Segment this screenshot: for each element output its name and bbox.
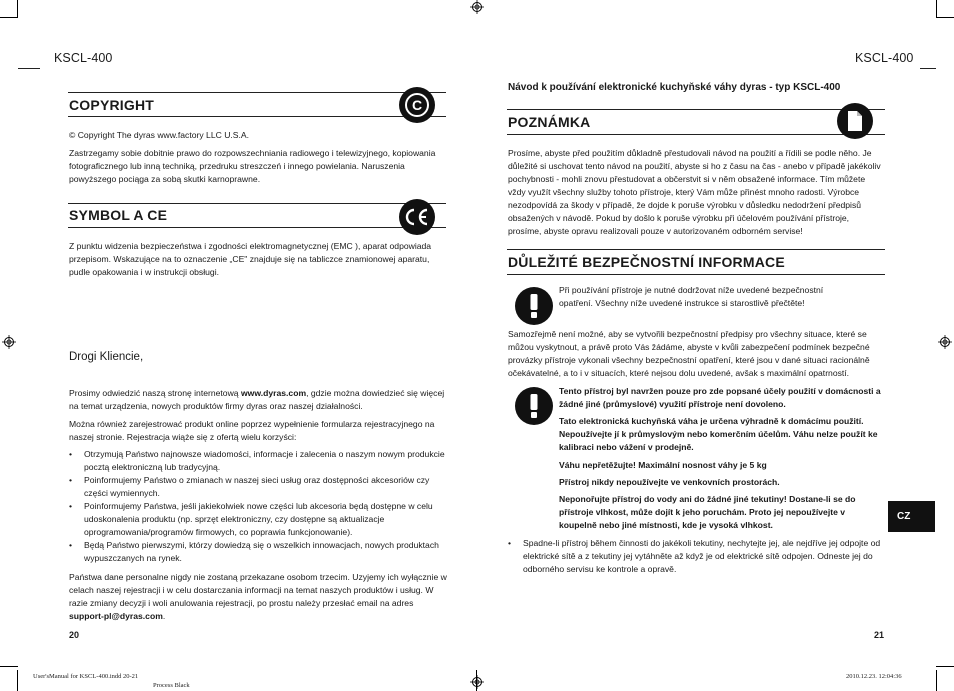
page-number-left: 20: [69, 630, 80, 640]
list-item: • Spadne-li přístroj během činnosti do jakékoli tekutiny, nechytejte jej, ale nejdříve jej odpojte od elektrické sítě a z tekutiny jej vytáhněte až když je od elektrické sítě odpojen. Odneste jej do odborného servisu ke kontrole a opravě.: [508, 537, 883, 576]
safety-warning: Při používání přístroje je nutné dodržovat níže uvedené bezpečnostní opatření. Všechny níže uvedené instrukce si starostlivě přečtěte!: [559, 285, 824, 308]
greeting: Drogi Kliencie,: [69, 351, 144, 363]
benefits-list: [69, 448, 447, 565]
crop-mark: [17, 0, 18, 18]
support-email-link[interactable]: support-pl@dyras.com: [69, 611, 163, 621]
registration-mark-icon: [470, 0, 484, 14]
symbol-rule-top: [68, 203, 446, 204]
language-tab: CZ: [888, 501, 935, 532]
copyright-title: COPYRIGHT: [69, 97, 155, 113]
safety-bold-2: Tato elektronická kuchyňská váha je určena výhradně k domácímu použití. Nepoužívejte jí k průmyslovým nebo komerčním účelům. Váhu nelze použít ke kalibraci nebo vážení v prodejně.: [559, 416, 878, 452]
list-item: • Otrzymują Państwo najnowsze wiadomości, informacje i zalecenia o naszym nowym produkcie pocztą elektroniczną lub tradycyjną.: [69, 448, 447, 474]
crop-mark: [0, 666, 18, 667]
model-header-left: KSCL-400: [54, 51, 113, 65]
privacy-paragraph: [69, 571, 447, 623]
visit-paragraph: [69, 387, 447, 413]
footer-filename: User'sManual for KSCL-400.indd 20-21: [33, 673, 139, 680]
registration-mark-icon: [470, 675, 484, 689]
crop-mark: [936, 0, 937, 18]
header-rule-right: [920, 68, 936, 69]
page-number-right: 21: [874, 630, 885, 640]
safety-rule-bottom: [507, 274, 885, 275]
note-rule-bottom: [507, 134, 885, 135]
registration-mark-icon: [2, 335, 16, 349]
exclamation-icon: [515, 387, 553, 425]
website-link[interactable]: www.dyras.com: [240, 388, 307, 398]
svg-text:C: C: [411, 97, 423, 113]
footer-color: Process Black: [153, 682, 190, 689]
safety-bold-3: Váhu nepřetěžujte! Maximální nosnost váhy je 5 kg: [559, 460, 767, 470]
document-icon: [837, 103, 873, 139]
safety-paragraph: Samozřejmě není možné, aby se vytvořili bezpečnostní předpisy pro všechny situace, které se můžou vyskytnout, a právě proto Vás žádáme, abyste v kvůli zabezpečení podmínek bezpečné provázky přístroje vykonali všechny bezpečnostní opatření, které jsou v dané situaci racionálně očekávatelné, a to i v situacích, které nejsou dolu uvedené, avšak s maximální opatrností.: [508, 329, 870, 378]
crop-mark: [936, 666, 954, 667]
registration-mark-icon: [938, 335, 952, 349]
crop-mark: [0, 17, 18, 18]
register-paragraph: Można również zarejestrować produkt online poprzez wypełnienie formularza rejestracyjnego na naszej stronie. Rejestracja wiąże się z ofertą wielu korzyści:: [69, 419, 435, 442]
note-paragraph: Prosíme, abyste před použitím důkladně přestudovali návod na použití a řídili se podle něho. Je důležité si uschovat tento návod na použití, abyste si ho z času na čas - anebo v případě jakékoliv pochybnosti - mohli znovu přestudovat a občerstvit si v něm obsažené informace. Tím můžete vždy využít všechny služby tohoto přístroje, který Vám může přinést mnoho radosti. Výrobce nezodpovídá za škody v případě, že dojde k poruše výrobku v důsledku nedodržení předpisů obsažených v návodě. Pokud by došlo k poruše výrobku při účelovém používání přístroje, prosíme, abyste opravu realizovali pouze v autorizovaném odborném servise!: [508, 148, 881, 236]
manual-title: Návod k používání elektronické kuchyňské váhy dyras - typ KSCL-400: [508, 82, 841, 93]
safety-bold-5: Neponořujte přístroj do vody ani do žádné jiné tekutiny! Dostane-li se do přístroje vlhkost, může dojít k jeho poruchám. Proto jej nepoužívejte v koupelně nebo jiné místnosti, kde je vysoká vlhkost.: [559, 494, 856, 530]
copyright-rule-top: [68, 92, 446, 93]
exclamation-icon: [515, 287, 553, 325]
visit-text: Prosimy odwiedzić naszą stronę internetową: [69, 388, 241, 398]
symbol-rule-bottom: [68, 227, 446, 228]
list-item: • Poinformujemy Państwa, jeśli jakiekolwiek nowe części lub akcesoria będą dostępne w celu udoskonalenia produktu (np. sprzęt elektroniczny, czy dostępne są aktualizacje oprogramowania/programów firmowych, co poprawia funkcjonowanie).: [69, 500, 447, 539]
privacy-text-end: .: [162, 611, 166, 621]
list-item: • Będą Państwo pierwszymi, którzy dowiedzą się o wszelkich innowacjach, nowych produktach wypuszczanych na rynek.: [69, 539, 447, 565]
ce-paragraph: Z punktu widzenia bezpieczeństwa i zgodności elektromagnetycznej (EMC ), aparat odpowiada przepisom. Wskazujące na to oznaczenie „CE" znajduje się na tabliczce znamionowej aparatu, pudle opakowania i w instrukcji obsługi.: [69, 241, 432, 277]
crop-mark: [936, 670, 937, 691]
safety-bullet-list: [508, 537, 883, 576]
model-header-right: KSCL-400: [855, 51, 914, 65]
list-item: • Poinformujemy Państwo o zmianach w naszej sieci usług oraz dostępności akcesoriów czy części wymiennych.: [69, 474, 447, 500]
safety-bold-4: Přístroj nikdy nepoužívejte ve venkovních prostorách.: [559, 477, 780, 487]
note-title: POZNÁMKA: [508, 114, 591, 130]
ce-mark-icon: [399, 199, 435, 235]
copyright-icon: [399, 87, 435, 123]
safety-title: DŮLEŽITÉ BEZPEČNOSTNÍ INFORMACE: [508, 254, 785, 270]
visit-text-2: , gdzie można dowiedzieć się więcej na temat urządzenia, nowych produktów firmy dyras oraz naszej działalności.: [69, 388, 445, 411]
safety-rule-top: [507, 249, 885, 250]
note-rule-top: [507, 109, 885, 110]
copyright-rule-bottom: [68, 116, 446, 117]
copyright-paragraph: Zastrzegamy sobie dobitnie prawo do rozpowszechniania radiowego i telewizyjnego, kopiowania fotograficznego lub inną techniką, przedruku streszczeń i innego powielania. Naruszenia powyższego pociąga za sobą skutki karnoprawne.: [69, 148, 436, 184]
crop-mark: [17, 670, 18, 691]
copyright-line: © Copyright The dyras www.factory LLC U.S.A.: [69, 130, 250, 140]
symbol-title: SYMBOL A CE: [69, 207, 168, 223]
footer-datetime: 2010.12.23. 12:04:36: [846, 673, 902, 680]
privacy-text: Państwa dane personalne nigdy nie zostaną przekazane osobom trzecim. Uzyjemy ich wyłącznie w celach naszej rejestracji i w celu dostarczania informacji na temat naszych produktów i usług. W razie zmiany decyzji i woli anulowania rejestracji, po prostu należy przesłać email na adres: [69, 572, 447, 608]
safety-bold-1: Tento přístroj byl navržen pouze pro zde popsané účely použití v domácnosti a žádné jiné (průmyslové) využití přístroje není dovoleno.: [559, 386, 881, 409]
crop-mark: [936, 17, 954, 18]
header-rule-left: [18, 68, 40, 69]
